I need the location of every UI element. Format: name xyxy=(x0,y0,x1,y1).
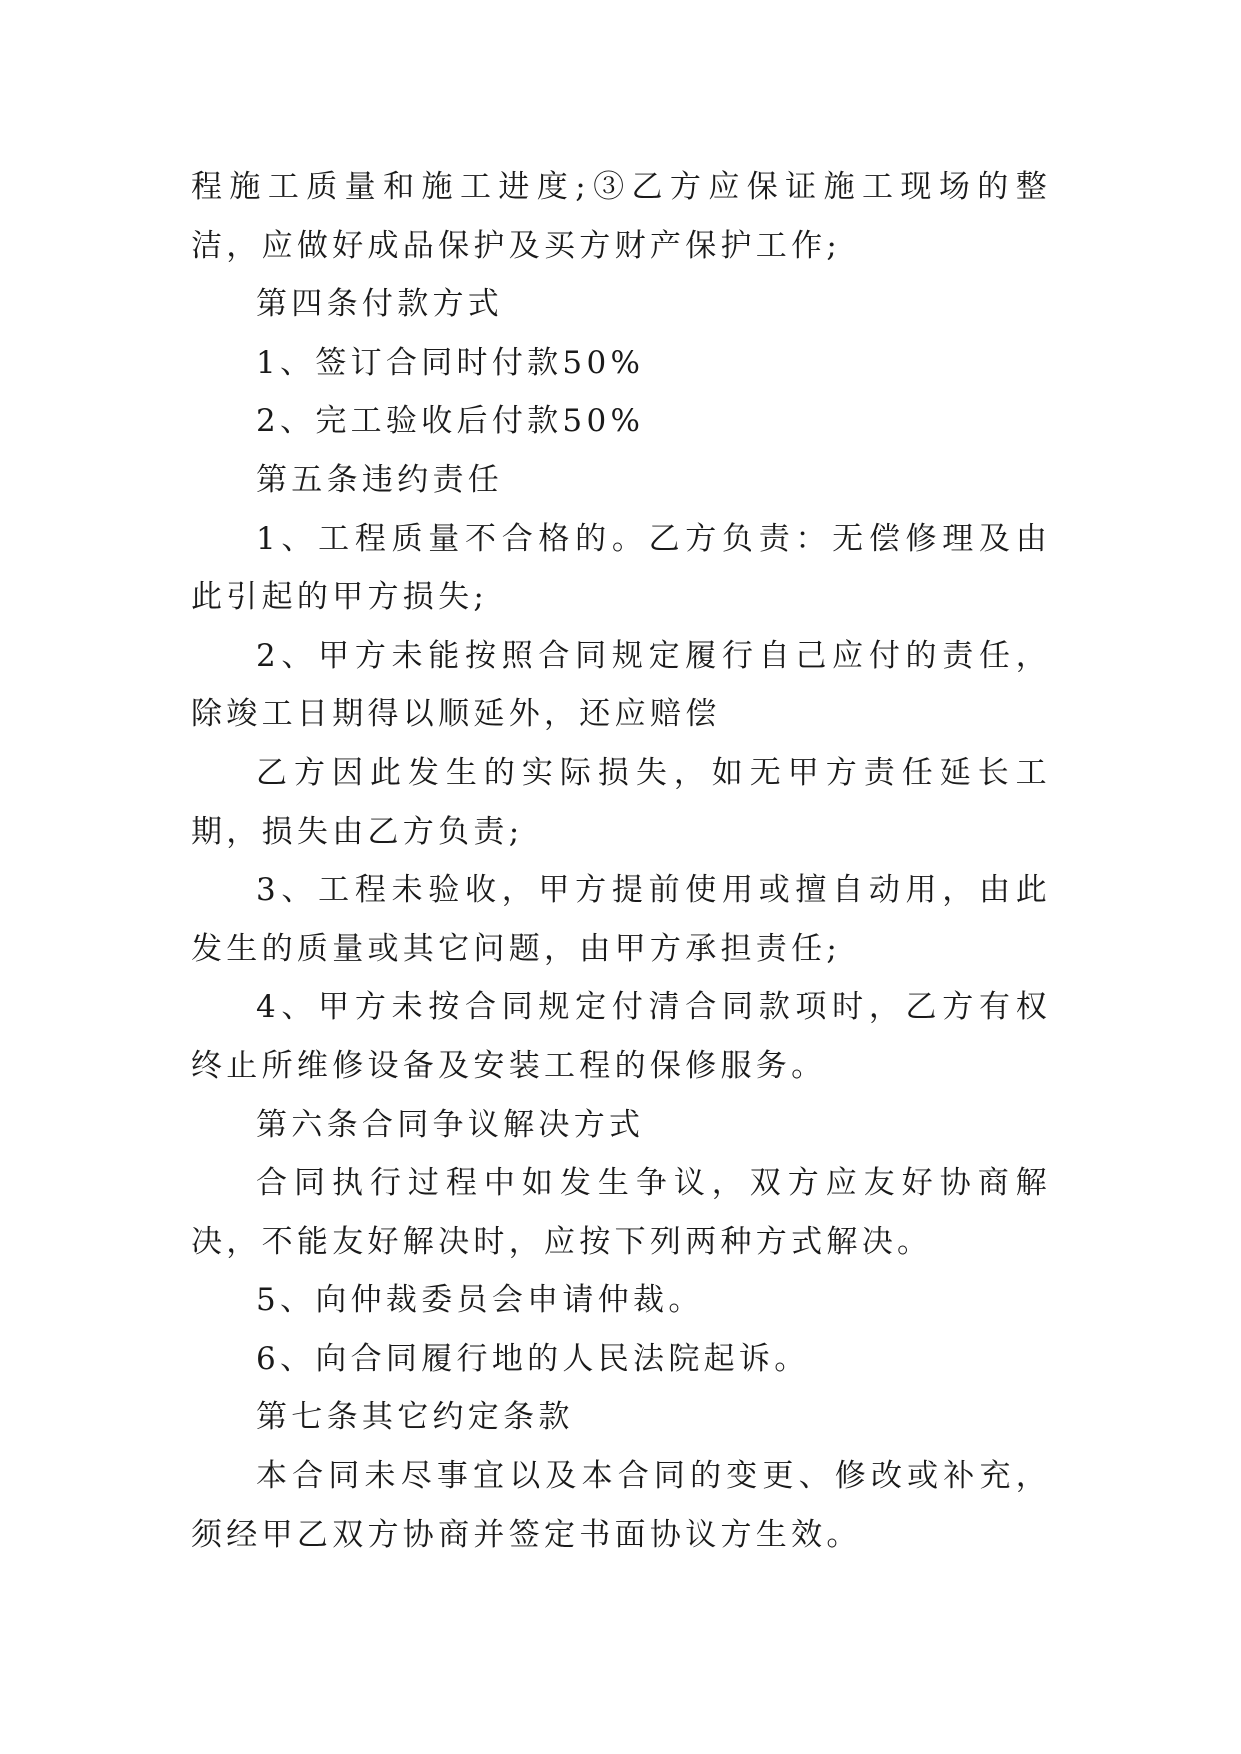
section-heading-article-5: 第五条违约责任 xyxy=(256,461,504,498)
liability-item-3: 3、工程未验收，甲方提前使用或擅自动用，由此发生的质量或其它问题，由甲方承担责任; xyxy=(191,872,1051,967)
section-heading-article-4: 第四条付款方式 xyxy=(256,286,504,323)
liability-item-2: 2、甲方未能按照合同规定履行自己应付的责任，除竣工日期得以顺延外，还应赔偿 xyxy=(191,637,1051,733)
section-heading-article-7: 第七条其它约定条款 xyxy=(256,1399,574,1436)
paragraph-continuation: 程施工质量和施工进度;③乙方应保证施工现场的整洁，应做好成品保护及买方财产保护工作; xyxy=(191,169,1051,264)
dispute-item-5: 5、向仲裁委员会申请仲裁。 xyxy=(256,1282,704,1319)
section-heading-article-6: 第六条合同争议解决方式 xyxy=(256,1106,645,1143)
other-terms-paragraph: 本合同未尽事宜以及本合同的变更、修改或补充，须经甲乙双方协商并签定书面协议方生效。 xyxy=(191,1458,1051,1553)
payment-item-2: 2、完工验收后付款50% xyxy=(256,403,645,440)
liability-item-2-continued: 乙方因此发生的实际损失，如无甲方责任延长工期，损失由乙方负责; xyxy=(191,754,1051,850)
dispute-item-6: 6、向合同履行地的人民法院起诉。 xyxy=(256,1340,810,1377)
dispute-paragraph: 合同执行过程中如发生争议，双方应友好协商解决，不能友好解决时，应按下列两种方式解决。 xyxy=(191,1165,1051,1260)
liability-item-1: 1、工程质量不合格的。乙方负责：无偿修理及由此引起的甲方损失; xyxy=(191,520,1051,616)
liability-item-4: 4、甲方未按合同规定付清合同款项时，乙方有权终止所维修设备及安装工程的保修服务。 xyxy=(191,989,1051,1084)
payment-item-1: 1、签订合同时付款50% xyxy=(256,344,645,381)
document-page xyxy=(191,158,1051,1564)
